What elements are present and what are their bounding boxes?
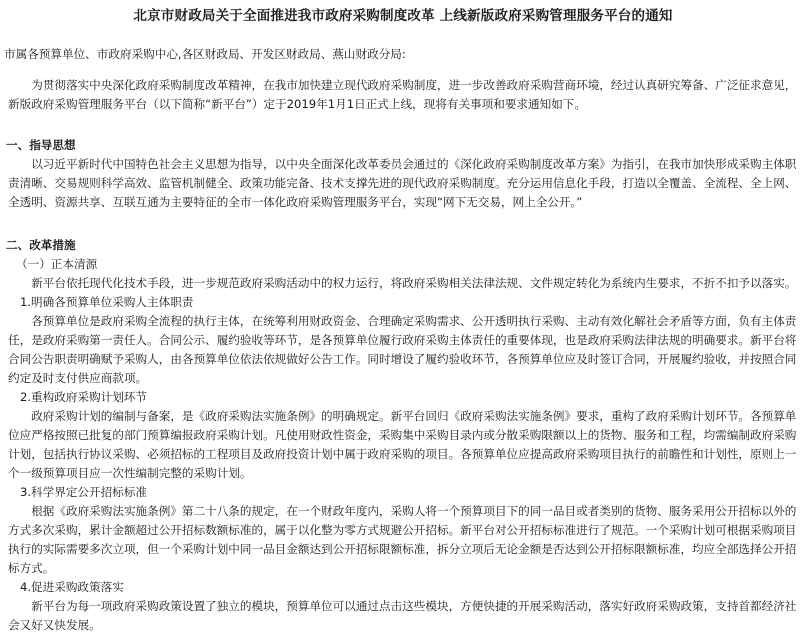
- subsection-heading: （一）正本清源: [16, 257, 98, 271]
- item-heading-4: 4.促进采购政策落实: [20, 580, 124, 594]
- item-paragraph-4: 新平台为每一项政府采购政策设置了独立的模块，预算单位可以通过点击这些模块，方便快捷的开展采购活动，落实好政府采购政策，支持首都经济社会又好又快发展。: [8, 599, 797, 632]
- guiding-paragraph: 以习近平新时代中国特色社会主义思想为指导，以中央全面深化改革委员会通过的《深化政府采购制度改革方案》为指引，在我市加快形成采购主体职责清晰、交易规则科学高效、监管机制健全、政策功能完备、技术支撑先进的现代政府采购制度。充分运用信息化手段，打造以全覆盖、全流程、全上网、全透明、资源共享、互联互通为主要特征的全市一体化政府采购管理服务平台，实现“网下无交易，网上全公开。”: [8, 157, 797, 209]
- section-heading-guiding: 一、指导思想: [6, 138, 76, 152]
- item-paragraph-2: 政府采购计划的编制与备案，是《政府采购法实施条例》的明确规定。新平台回归《政府采购法实施条例》要求，重构了政府采购计划环节。各预算单位应严格按照已批复的部门预算编报政府采购计划。凡使用财政性资金，采购集中采购目录内或分散采购限额以上的货物、服务和工程，均需编制政府采购计划，包括执行协议采购、必须招标的工程项目及政府投资计划中属于政府采购的项目。各预算单位应提高政府采购项目执行的前瞻性和计划性，原则上一个一级预算项目应一次性编制完整的采购计划。: [8, 409, 797, 480]
- item-paragraph-3: 根据《政府采购法实施条例》第二十八条的规定，在一个财政年度内，采购人将一个预算项目下的同一品目或者类别的货物、服务采用公开招标以外的方式多次采购，累计金额超过公开招标数额标准的，属于以化整为零方式规避公开招标。新平台对公开招标标准进行了规范。一个采购计划可根据采购项目执行的实际需要多次立项，但一个采购计划中同一品目金额达到公开招标限额标准，拆分立项后无论金额是否达到公开招标限额标准，均应全部选择公开招标方式。: [8, 504, 797, 575]
- item-heading-3: 3.科学界定公开招标标准: [20, 485, 147, 499]
- section-heading-measures: 二、改革措施: [6, 238, 76, 252]
- item-heading-2: 2.重构政府采购计划环节: [20, 390, 147, 404]
- intro-paragraph: 为贯彻落实中央深化政府采购制度改革精神，在我市加快建立现代政府采购制度，进一步改善政府采购营商环境，经过认真研究筹备、广泛征求意见，新版政府采购管理服务平台（以下简称“新平台”）定于2019年1月1日正式上线，现将有关事项和要求通知如下。: [8, 78, 797, 111]
- item-paragraph-1: 各预算单位是政府采购全流程的执行主体，在统筹利用财政资金、合理确定采购需求、公开透明执行采购、主动有效化解社会矛盾等方面，负有主体责任，是政府采购第一责任人。合同公示、履约验收等环节，是各预算单位履行政府采购主体责任的重要体现，也是政府采购法律法规的明确要求。新平台将合同公告职责明确赋予采购人，由各预算单位依法依规做好公告工作。同时增设了履约验收环节，各预算单位应及时签订合同，开展履约验收，并按照合同约定及时支付供应商款项。: [8, 314, 797, 385]
- item-heading-1: 1.明确各预算单位采购人主体职责: [20, 295, 194, 309]
- salutation: 市属各预算单位、市政府采购中心,各区财政局、开发区财政局、燕山财政分局:: [4, 47, 406, 61]
- document-title: 北京市财政局关于全面推进我市政府采购制度改革 上线新版政府采购管理服务平台的通知: [133, 8, 673, 24]
- subsection-paragraph: 新平台依托现代化技术手段，进一步规范政府采购活动中的权力运行，将政府采购相关法律法规、文件规定转化为系统内生要求，不折不扣予以落实。: [31, 276, 797, 290]
